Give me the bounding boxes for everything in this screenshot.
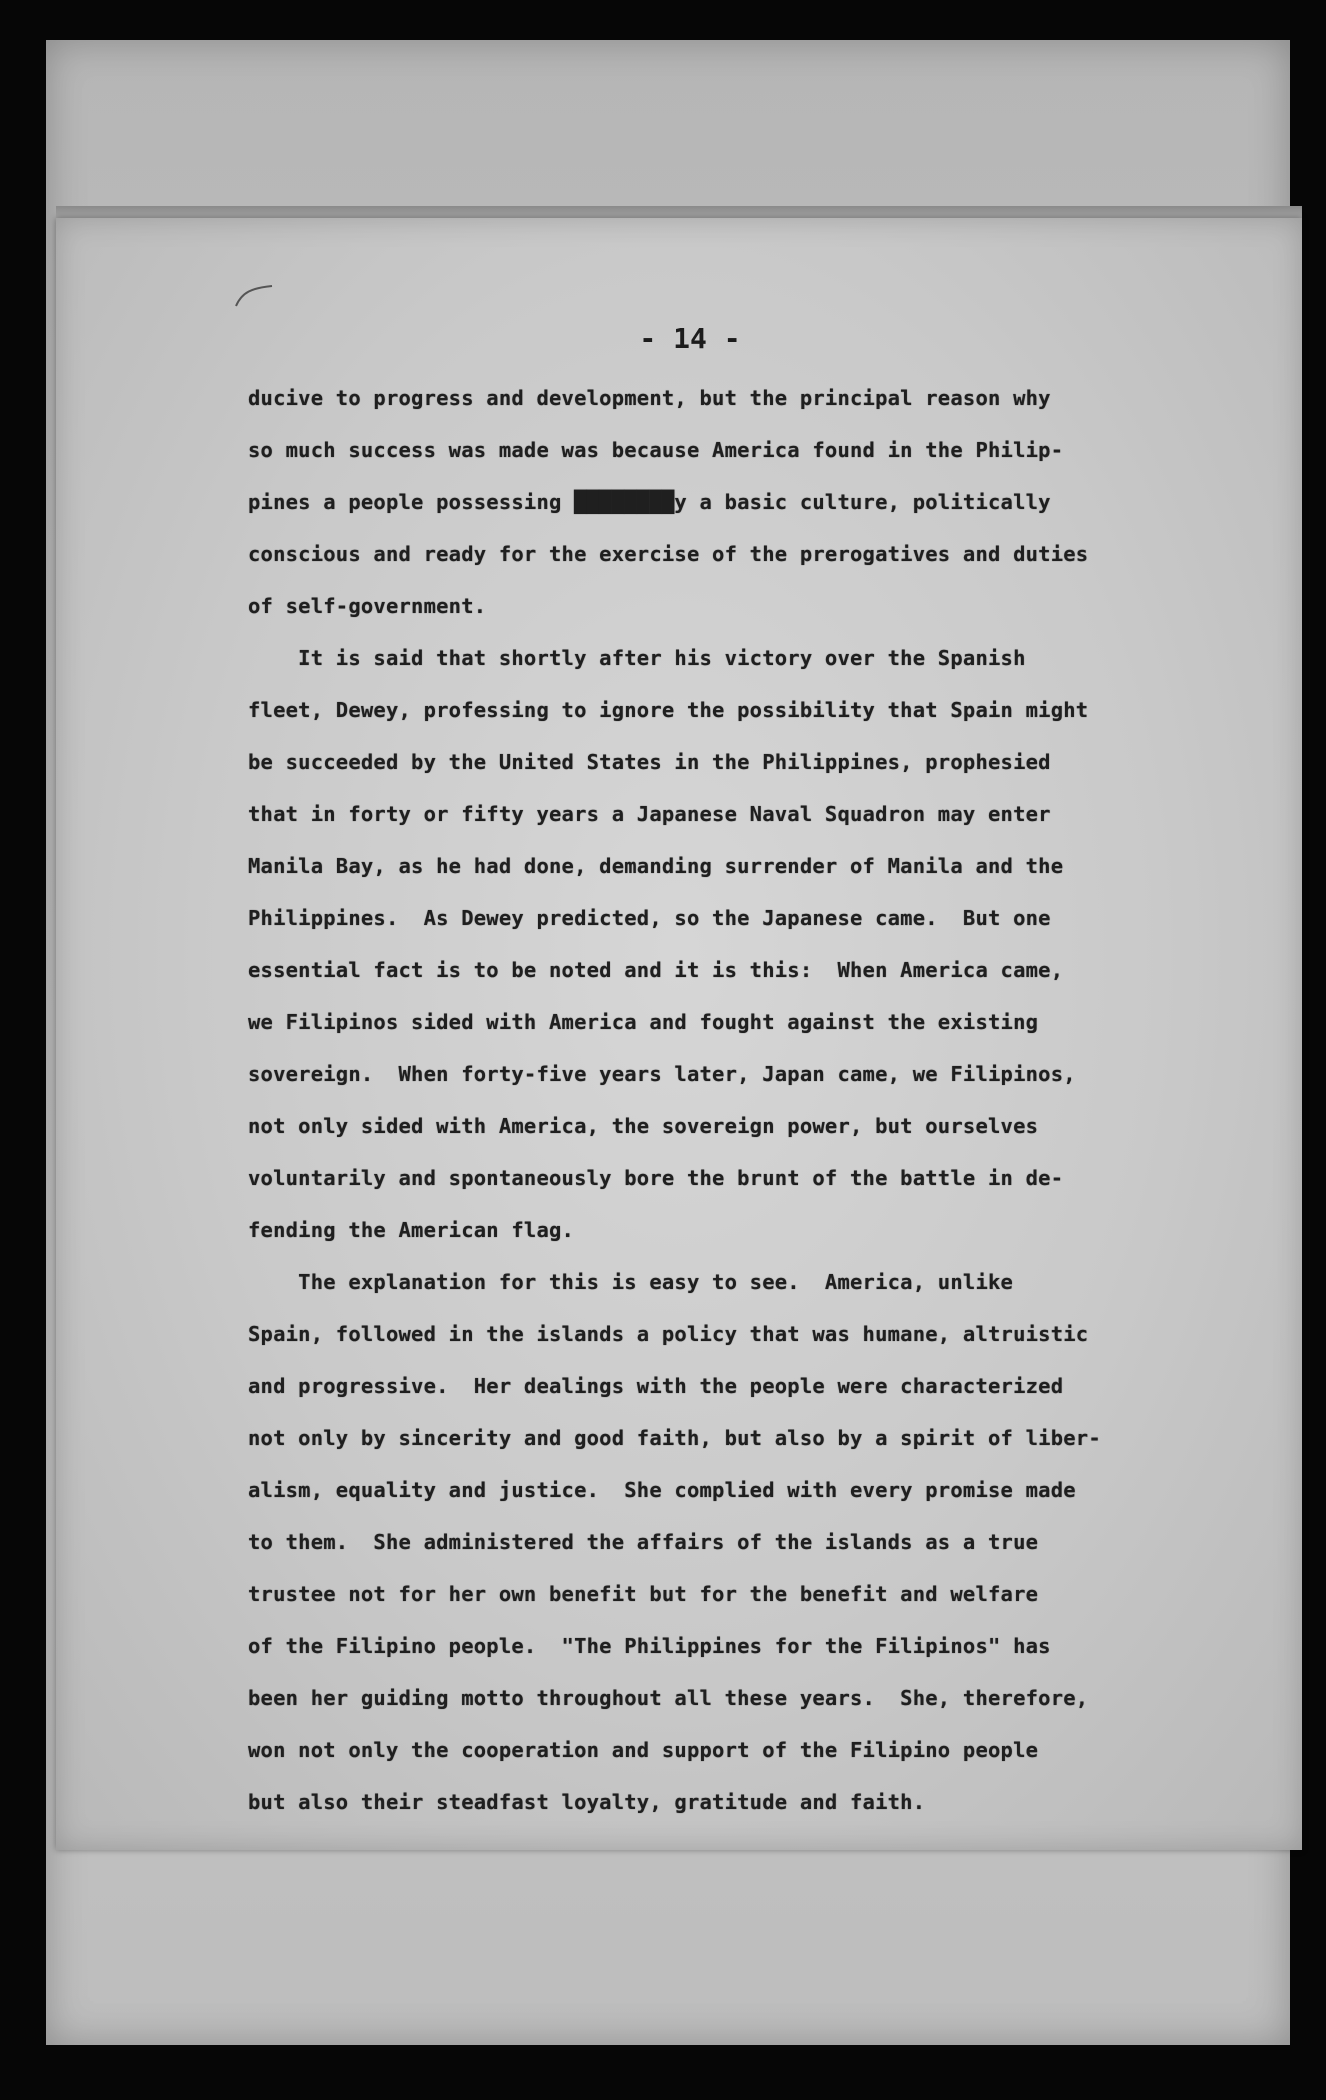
text-line: won not only the cooperation and support of the Filipino people	[248, 1738, 1039, 1762]
text-line: of the Filipino people. "The Philippines for the Filipinos" has	[248, 1634, 1051, 1658]
text-line: fending the American flag.	[248, 1218, 575, 1242]
text-line: conscious and ready for the exercise of the prerogatives and duties	[248, 542, 1089, 566]
text-line: pines a people possessing ████████y a basic culture, politically	[248, 490, 1051, 514]
text-line: Philippines. As Dewey predicted, so the Japanese came. But one	[248, 906, 1051, 930]
text-line: and progressive. Her dealings with the people were characterized	[248, 1374, 1064, 1398]
text-line: essential fact is to be noted and it is this: When America came,	[248, 958, 1064, 982]
text-line: of self-government.	[248, 594, 487, 618]
text-line: sovereign. When forty-five years later, Japan came, we Filipinos,	[248, 1062, 1076, 1086]
text-line: ducive to progress and development, but the principal reason why	[248, 386, 1051, 410]
text-line: voluntarily and spontaneously bore the brunt of the battle in de-	[248, 1166, 1064, 1190]
text-line: not only by sincerity and good faith, but also by a spirit of liber-	[248, 1426, 1101, 1450]
page-number: - 14 -	[639, 322, 741, 355]
text-line: The explanation for this is easy to see. America, unlike	[248, 1270, 1014, 1294]
text-line: been her guiding motto throughout all these years. She, therefore,	[248, 1686, 1089, 1710]
text-line: but also their steadfast loyalty, gratitude and faith.	[248, 1790, 926, 1814]
text-line: we Filipinos sided with America and fought against the existing	[248, 1010, 1039, 1034]
text-line: It is said that shortly after his victory over the Spanish	[248, 646, 1026, 670]
text-line: be succeeded by the United States in the Philippines, prophesied	[248, 750, 1051, 774]
text-line: alism, equality and justice. She complied with every promise made	[248, 1478, 1076, 1502]
document-text	[248, 372, 1148, 1828]
text-line: not only sided with America, the sovereign power, but ourselves	[248, 1114, 1039, 1138]
text-line: fleet, Dewey, professing to ignore the possibility that Spain might	[248, 698, 1089, 722]
text-line: to them. She administered the affairs of the islands as a true	[248, 1530, 1039, 1554]
text-line: that in forty or fifty years a Japanese Naval Squadron may enter	[248, 802, 1051, 826]
text-line: Spain, followed in the islands a policy that was humane, altruistic	[248, 1322, 1089, 1346]
text-line: trustee not for her own benefit but for the benefit and welfare	[248, 1582, 1039, 1606]
text-line: Manila Bay, as he had done, demanding surrender of Manila and the	[248, 854, 1064, 878]
pencil-mark-icon	[232, 282, 276, 312]
text-line: so much success was made was because America found in the Philip-	[248, 438, 1064, 462]
